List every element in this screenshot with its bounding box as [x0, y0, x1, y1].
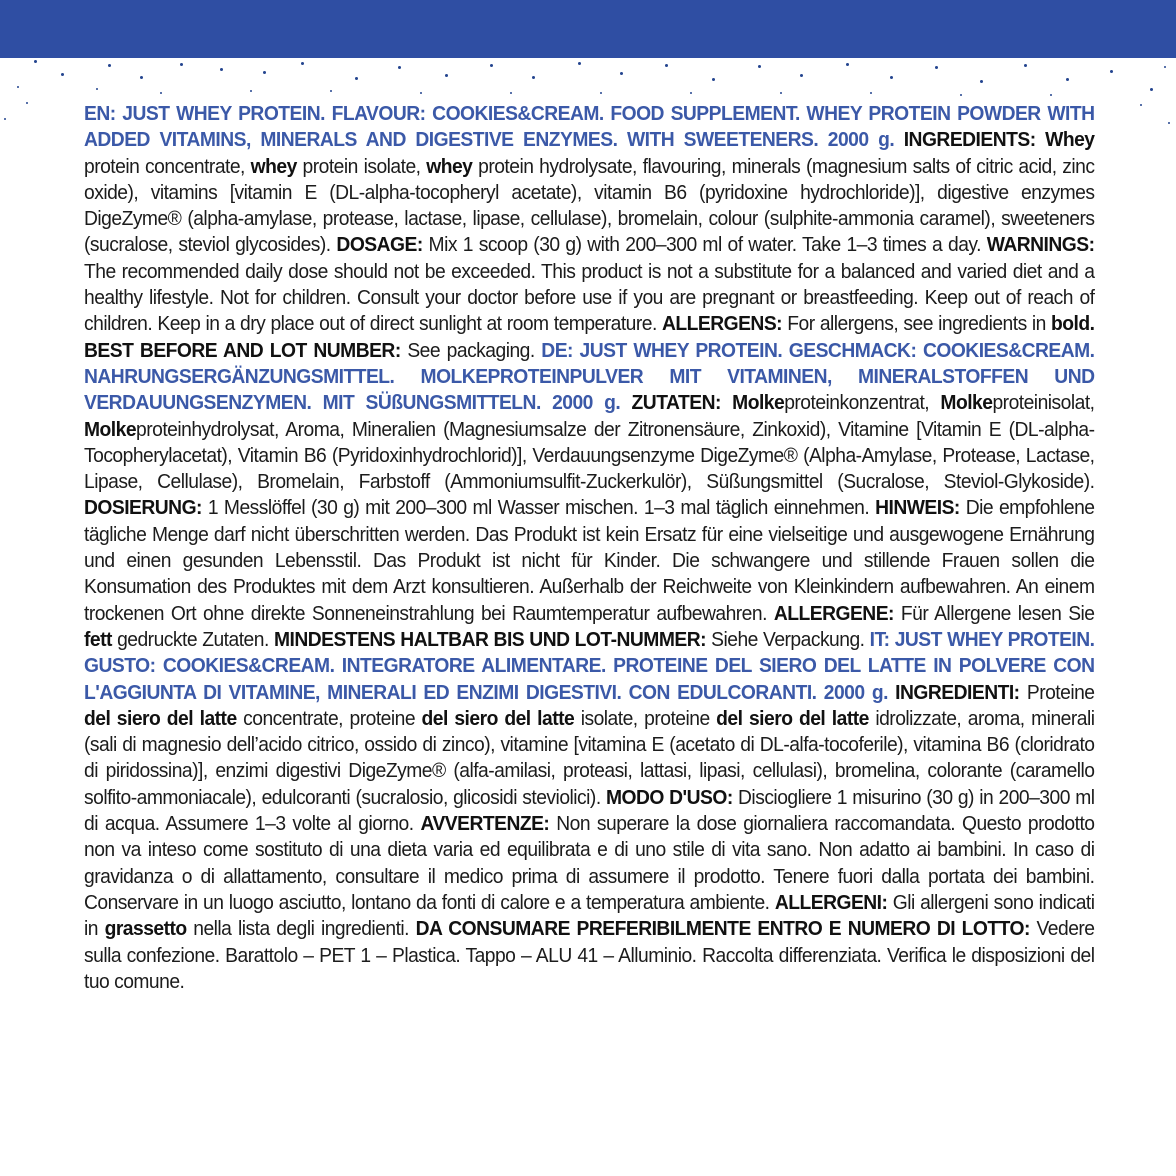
en-allergen-whey: Whey: [1045, 128, 1095, 152]
en-best-before-label: BEST BEFORE AND LOT NUMBER:: [84, 338, 401, 362]
de-warnings-label: HINWEIS:: [875, 496, 960, 520]
it-title: IT: JUST WHEY PROTEIN. GUSTO: COOKIES&CREAM. INTEGRATORE ALIMENTARE. PROTEINE DEL SIERO DEL LATTE IN POLVERE CON L'AGGIUNTA DI VITAMINE, MINERALI ED ENZIMI DIGESTIVI. CON EDULCORANTI. 2000 g.: [84, 627, 1095, 704]
top-color-band: [0, 0, 1176, 58]
en-warnings-text: The recommended daily dose should not be exceeded. This product is not a substitute for a balanced and varied diet and a healthy lifestyle. Not for children. Consult your doctor before use if you are pregnant or breastfeeding. Keep out of reach of children. Keep in a dry place out of direct sunlight at room temperature.: [84, 259, 1095, 336]
it-allergen-siero: del siero del latte: [421, 706, 575, 730]
it-ingredients-label: INGREDIENTI:: [887, 680, 1020, 704]
en-allergen-whey: whey: [250, 154, 297, 178]
en-allergens-text: For allergens, see ingredients in: [782, 312, 1052, 336]
de-allergens-text: Für Allergene lesen Sie: [893, 601, 1095, 625]
en-ingredients-label: INGREDIENTS:: [903, 128, 1036, 152]
en-dosage-text: Mix 1 scoop (30 g) with 200–300 ml of water. Take 1–3 times a day.: [422, 233, 987, 257]
de-allergens-end: gedruckte Zutaten.: [111, 627, 274, 651]
de-ingredients-text: proteinhydrolysat, Aroma, Mineralien (Magnesiumsalze der Zitronensäure, Zinkoxid), Vitamine [Vitamin E (DL-alpha-Tocopherylacetat), Vitamin B6 (Pyridoxinhydrochlorid)], Verdauungsenzyme DigeZyme® (Alpha-Amylase, Protease, Lactase, Lipase, Cellulase), Bromelain, Farbstoff (Ammoniumsulfit-Zuckerkulör), Süßungsmittel (Sucralose, Steviol-Glykoside).: [84, 417, 1095, 494]
en-title: EN: JUST WHEY PROTEIN. FLAVOUR: COOKIES&CREAM. FOOD SUPPLEMENT. WHEY PROTEIN POWDER WITH ADDED VITAMINS, MINERALS AND DIGESTIVE ENZYMES. WITH SWEETENERS. 2000 g.: [84, 102, 1095, 152]
it-best-before-text: Vedere sulla confezione. Barattolo – PET 1 – Plastica. Tappo – ALU 41 – Alluminio. Raccolta differenziata. Verifica le disposizioni del tuo comune.: [84, 917, 1095, 993]
en-warnings-label: WARNINGS:: [986, 233, 1095, 257]
it-ingredients-text: isolate, proteine: [574, 706, 717, 730]
de-allergen-molke: Molke: [720, 391, 785, 415]
it-warnings-text: Non superare la dose giornaliera raccomandata. Questo prodotto non va inteso come sostituto di una dieta varia ed equilibrata e di uno stile di vita sano. Non adatto ai bambini. In caso di gravidanza o di allattamento, consultare il medico prima di assumere il prodotto. Tenere fuori dalla portata dei bambini. Conservare in un luogo asciutto, lontano da fonti di calore e a temperatura ambiente.: [84, 812, 1095, 914]
de-allergen-molke: Molke: [940, 391, 993, 415]
de-ingredients-text: proteinisolat,: [992, 391, 1095, 415]
en-allergens-label: ALLERGENS:: [661, 312, 783, 336]
de-warnings-text: Die empfohlene tägliche Menge darf nicht überschritten werden. Das Produkt ist kein Ersatz für eine vielseitige und ausgewogene Ernährung und einen gesunden Lebensstil. Das Produkt ist nicht für Kinder. Die schwangere und stillende Frauen sollen die Konsumation des Produktes mit dem Arzt konsultieren. Außerhalb der Reichweite von Kleinkindern aufbewahren. An einem trockenen Ort ohne direkte Sonneneinstrahlung bei Raumtemperatur aufbewahren.: [84, 496, 1095, 625]
it-allergens-label: ALLERGENI:: [774, 890, 888, 914]
en-best-before-text: See packaging.: [400, 338, 542, 362]
it-best-before-label: DA CONSUMARE PREFERIBILMENTE ENTRO E NUMERO DI LOTTO:: [415, 917, 1030, 941]
de-dosage-text: 1 Messlöffel (30 g) mit 200–300 ml Wasser mischen. 1–3 mal täglich einnehmen.: [201, 496, 876, 520]
de-ingredients-text: proteinkonzentrat,: [784, 391, 941, 415]
it-ingredients-text: concentrate, proteine: [236, 706, 422, 730]
it-ingredients-text: idrolizzate, aroma, minerali (sali di magnesio dell’acido citrico, ossido di zinco), vitamine [vitamina E (acetato di DL-alfa-tocoferile), vitamina B6 (cloridrato di piridossina)], enzimi digestivi DigeZyme® (alfa-amilasi, proteasi, lattasi, lipasi, cellulasi), bromelina, colorante (caramello solfito-ammoniacale), edulcoranti (sucralosio, glicosidi steviolici).: [84, 706, 1095, 809]
de-allergens-label: ALLERGENE:: [773, 601, 894, 625]
it-allergen-siero: del siero del latte: [84, 706, 237, 730]
de-ingredients-label: ZUTATEN:: [620, 391, 721, 415]
de-best-before-label: MINDESTENS HALTBAR BIS UND LOT-NUMMER:: [273, 627, 707, 651]
de-dosage-label: DOSIERUNG:: [84, 496, 202, 520]
it-allergens-end: nella lista degli ingredienti.: [186, 917, 416, 941]
it-ingredients-text: Proteine: [1019, 680, 1095, 704]
de-bold-word: fett: [84, 627, 112, 651]
it-allergens-text: Gli allergeni sono indicati in: [84, 890, 1095, 941]
product-label-text: [84, 101, 1095, 995]
en-dosage-label: DOSAGE:: [336, 233, 423, 257]
it-bold-word: grassetto: [104, 917, 187, 941]
en-bold-word: bold.: [1051, 312, 1095, 336]
de-best-before-text: Siehe Verpackung.: [706, 627, 870, 651]
it-dosage-label: MODO D'USO:: [605, 785, 733, 809]
it-dosage-text: Disciogliere 1 misurino (30 g) in 200–300 ml di acqua. Assumere 1–3 volte al giorno.: [84, 785, 1095, 836]
it-warnings-label: AVVERTENZE:: [420, 812, 550, 836]
en-ingredients-text: protein concentrate,: [84, 154, 251, 178]
de-allergen-molke: Molke: [84, 417, 137, 441]
de-title: DE: JUST WHEY PROTEIN. GESCHMACK: COOKIES&CREAM. NAHRUNGSERGÄNZUNGSMITTEL. MOLKEPROTEINPULVER MIT VITAMINEN, MINERALSTOFFEN UND VERDAUUNGSENZYMEN. MIT SÜßUNGSMITTELN. 2000 g.: [84, 338, 1095, 415]
it-allergen-siero: del siero del latte: [716, 706, 869, 730]
en-allergen-whey: whey: [426, 154, 473, 178]
en-ingredients-text: protein isolate,: [296, 154, 427, 178]
en-ingredients-text: protein hydrolysate, flavouring, minerals (magnesium salts of citric acid, zinc oxide), vitamins [vitamin E (DL-alpha-tocopheryl acetate), vitamin B6 (pyridoxine hydrochloride)], digestive enzymes DigeZyme® (alpha-amylase, protease, lactase, lipase, cellulase), bromelain, colour (sulphite-ammonia caramel), sweeteners (sucralose, steviol glycosides).: [84, 154, 1095, 257]
